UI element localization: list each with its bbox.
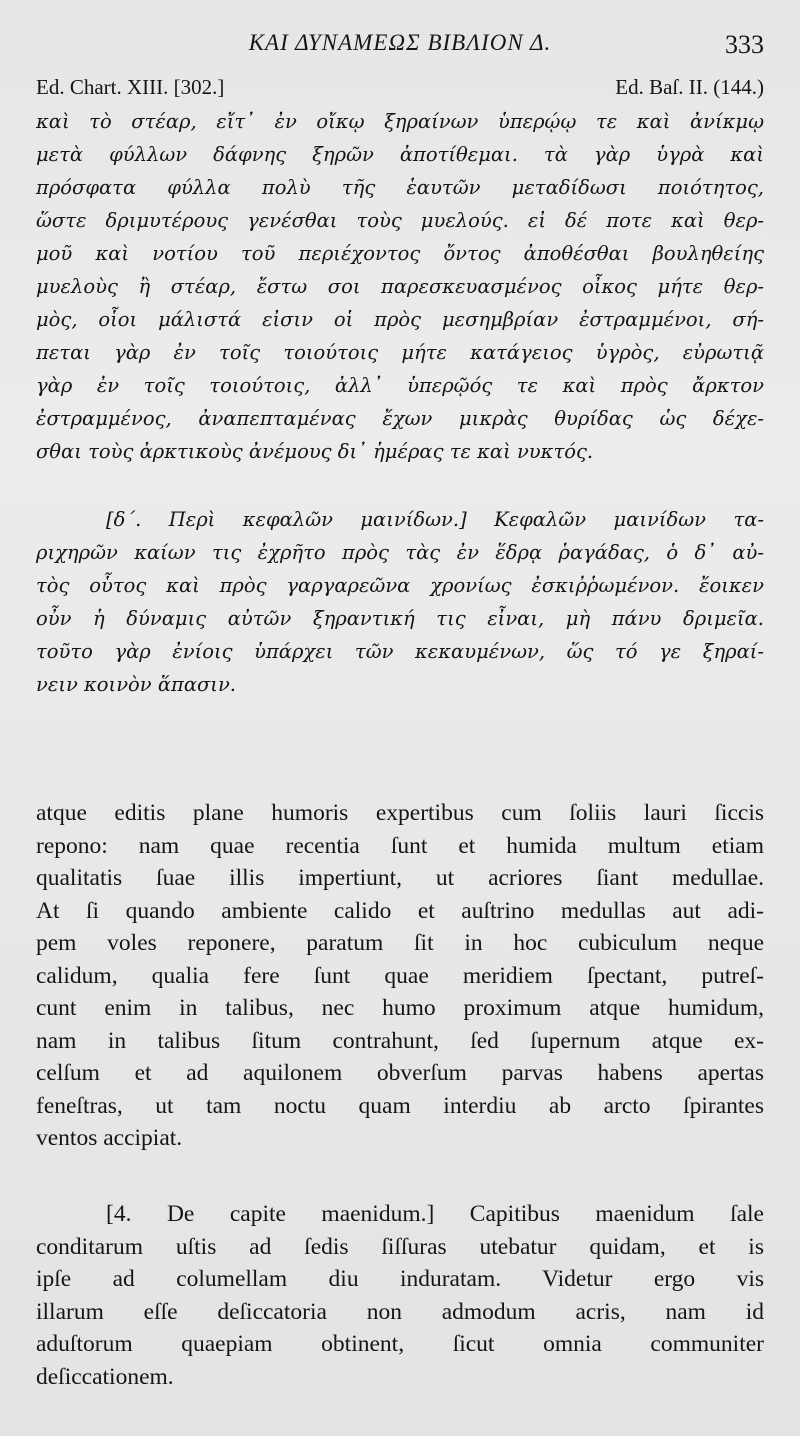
- latin-line: celſum et ad aquilonem obverſum parvas habens apertas: [36, 1060, 764, 1086]
- latin-line: qualitatis ſuae illis impertiunt, ut acriores ſiant medullae.: [36, 865, 764, 891]
- latin-line: repono: nam quae recentia ſunt et humida multum etiam: [36, 832, 764, 859]
- greek-line: μὸς, οἷοι μάλιστά εἰσιν οἱ πρὸς μεσημβρίαν ἐστραμμένοι, σή-: [36, 308, 764, 331]
- latin-line: cunt enim in talibus, nec humo proximum atque humidum,: [36, 995, 764, 1021]
- latin-paragraph-1: [36, 797, 764, 1155]
- greek-line: ὥστε δριμυτέρους γενέσθαι τοὺς μυελούς. εἰ δέ ποτε καὶ θερ-: [36, 209, 764, 232]
- latin-paragraph-2: [36, 1198, 764, 1393]
- greek-line: μυελοὺς ἢ στέαρ, ἔστω σοι παρεσκευασμένος οἶκος μήτε θερ-: [36, 275, 764, 298]
- latin-line: aduſtorum quaepiam obtinent, ſicut omnia communiter: [36, 1331, 764, 1357]
- latin-line: atque editis plane humoris expertibus cum ſoliis lauri ſiccis: [36, 800, 764, 826]
- greek-line: οὖν ἡ δύναμις αὐτῶν ξηραντική τις εἶναι, μὴ πάνυ δριμεῖα.: [36, 607, 764, 630]
- latin-line: illarum eſſe deſiccatoria non admodum acris, nam id: [36, 1298, 764, 1325]
- running-title: ΚΑΙ ΔΥΝΑΜΕΩΣ ΒΙΒΛΙΟΝ Δ.: [248, 30, 552, 55]
- greek-paragraph-2: [36, 503, 764, 701]
- greek-line: νειν κοινὸν ἅπασιν.: [36, 673, 236, 696]
- latin-line: [4. De capite maenidum.] Capitibus maenidum ſale: [106, 1201, 764, 1227]
- greek-line: πρόσφατα φύλλα πολὺ τῆς ἑαυτῶν μεταδίδωσι ποιότητος,: [36, 176, 764, 199]
- latin-line: ventos accipiat.: [36, 1125, 183, 1151]
- latin-line: ipſe ad columellam diu induratam. Videtur ergo vis: [36, 1266, 764, 1292]
- greek-line: γὰρ ἐν τοῖς τοιούτοις, ἀλλ᾽ ὑπερῷός τε καὶ πρὸς ἄρκτον: [36, 374, 764, 397]
- page-number: 333: [725, 30, 764, 59]
- greek-paragraph-1: [36, 105, 764, 468]
- greek-line: πεται γὰρ ἐν τοῖς τοιούτοις μήτε κατάγειος ὑγρὸς, εὐρωτιᾷ: [36, 341, 764, 364]
- greek-line: ριχηρῶν καίων τις ἐχρῆτο πρὸς τὰς ἐν ἕδρᾳ ῥαγάδας, ὁ δ᾽ αὐ-: [36, 541, 764, 564]
- edition-basel-reference: Ed. Baſ. II. (144.): [615, 75, 764, 99]
- greek-line: σθαι τοὺς ἀρκτικοὺς ἀνέμους δι᾽ ἡμέρας τε καὶ νυκτός.: [36, 440, 594, 463]
- greek-line: καὶ τὸ στέαρ, εἴτ᾽ ἐν οἴκῳ ξηραίνων ὑπερῴῳ τε καὶ ἀνίκμῳ: [36, 110, 764, 133]
- latin-line: calidum, qualia fere ſunt quae meridiem ſpectant, putreſ-: [36, 962, 764, 989]
- greek-line: ἐστραμμένος, ἀναπεπταμένας ἔχων μικρὰς θυρίδας ὡς δέχε-: [36, 407, 764, 430]
- latin-line: conditarum uſtis ad ſedis ſiſſuras utebatur quidam, et is: [36, 1233, 764, 1260]
- greek-line: τὸς οὗτος καὶ πρὸς γαργαρεῶνα χρονίως ἐσκιῤῥωμένον. ἔοικεν: [36, 574, 764, 597]
- latin-line: At ſi quando ambiente calido et auſtrino medullas aut adi-: [36, 897, 764, 924]
- latin-line: nam in talibus ſitum contrahunt, ſed ſupernum atque ex-: [36, 1027, 764, 1054]
- latin-line: deſiccationem.: [36, 1363, 174, 1390]
- greek-line: [δ΄. Περὶ κεφαλῶν μαινίδων.] Κεφαλῶν μαινίδων τα-: [106, 508, 764, 531]
- greek-line: μοῦ καὶ νοτίου τοῦ περιέχοντος ὄντος ἀποθέσθαι βουληθείης: [36, 242, 764, 265]
- edition-chart-reference: Ed. Chart. XIII. [302.]: [36, 75, 225, 99]
- greek-line: μετὰ φύλλων δάφνης ξηρῶν ἀποτίθεμαι. τὰ γὰρ ὑγρὰ καὶ: [36, 143, 764, 166]
- latin-line: pem voles reponere, paratum ſit in hoc cubiculum neque: [36, 930, 764, 956]
- latin-line: feneſtras, ut tam noctu quam interdiu ab arcto ſpirantes: [36, 1092, 764, 1119]
- greek-line: τοῦτο γὰρ ἐνίοις ὑπάρχει τῶν κεκαυμένων, ὥς τό γε ξηραί-: [36, 640, 764, 663]
